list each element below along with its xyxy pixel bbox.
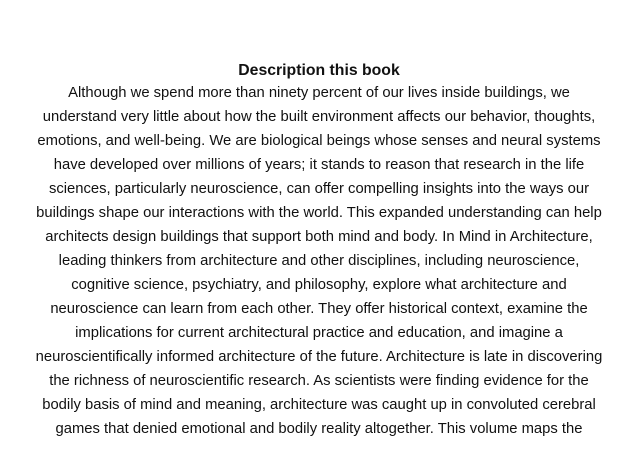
body-line: leading thinkers from architecture and other disciplines, including neuroscience, bbox=[58, 253, 580, 269]
document-title: Description this book bbox=[238, 62, 400, 79]
body-line: games that denied emotional and bodily reality altogether. This volume maps the bbox=[55, 421, 583, 437]
body-line: Although we spend more than ninety percent of our lives inside buildings, we bbox=[68, 85, 570, 101]
body-line: emotions, and well-being. We are biological beings whose senses and neural systems bbox=[37, 133, 601, 149]
body-line: have developed over millions of years; it stands to reason that research in the life bbox=[53, 157, 585, 173]
body-line: bodily basis of mind and meaning, architecture was caught up in convoluted cerebral bbox=[42, 397, 596, 413]
body-line: implications for current architectural practice and education, and imagine a bbox=[75, 325, 563, 341]
body-line: buildings shape our interactions with the world. This expanded understanding can help bbox=[36, 205, 602, 221]
body-line: sciences, particularly neuroscience, can offer compelling insights into the ways our bbox=[48, 181, 590, 197]
body-line: the richness of neuroscientific research. As scientists were finding evidence for the bbox=[49, 373, 589, 389]
body-line: architects design buildings that support both mind and body. In Mind in Architecture, bbox=[45, 229, 593, 245]
body-line: cognitive science, psychiatry, and philosophy, explore what architecture and bbox=[71, 277, 567, 293]
body-line: neuroscience can learn from each other. They offer historical context, examine the bbox=[50, 301, 588, 317]
body-line: understand very little about how the built environment affects our behavior, thoughts, bbox=[42, 109, 596, 125]
body-line: neuroscientifically informed architecture of the future. Architecture is late in discovering bbox=[35, 349, 603, 365]
